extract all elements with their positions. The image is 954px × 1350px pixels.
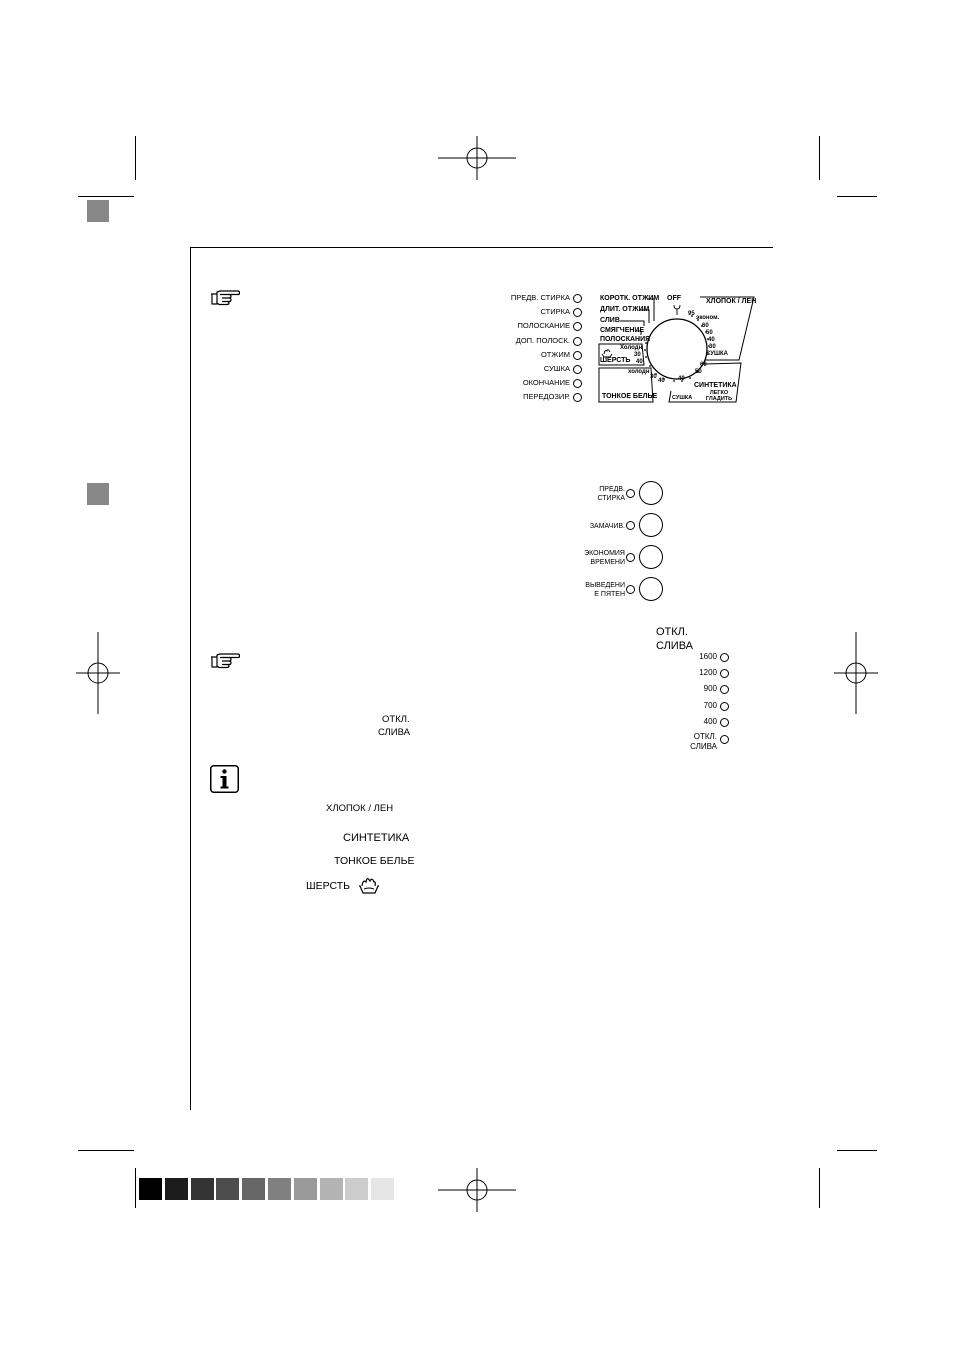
spin-speed-list bbox=[640, 653, 735, 753]
phase-label: СУШКА bbox=[543, 364, 570, 373]
registration-mark-right bbox=[834, 632, 878, 714]
phase-indicator-light bbox=[573, 351, 582, 360]
pointing-hand-icon bbox=[210, 290, 240, 306]
spin-header-line1: ОТКЛ. bbox=[656, 626, 688, 638]
spin-header-line2: СЛИВА bbox=[656, 640, 694, 652]
dial-synthetics-50: 50 bbox=[695, 369, 702, 375]
option-label-line1: ВЫВЕДЕНИ bbox=[585, 582, 625, 589]
margin-rule bbox=[190, 247, 191, 1110]
option-button[interactable] bbox=[639, 481, 663, 505]
option-indicator-light bbox=[626, 585, 635, 594]
option-indicator-light bbox=[626, 489, 635, 498]
body-delicates: ТОНКОЕ БЕЛЬЕ bbox=[334, 855, 415, 867]
dial-wool-40: 40 bbox=[636, 359, 643, 365]
spin-speed-light bbox=[720, 669, 729, 678]
dial-cotton-50: 50 bbox=[706, 330, 713, 336]
spin-speed-label: 1600 bbox=[699, 652, 717, 661]
color-swatch bbox=[371, 1178, 394, 1200]
color-swatch bbox=[320, 1178, 343, 1200]
dial-label-off: OFF bbox=[667, 295, 681, 302]
registration-mark-left bbox=[76, 632, 120, 714]
body-wool: ШЕРСТЬ bbox=[306, 880, 351, 892]
dial-synthetics-60: 60 bbox=[700, 362, 707, 368]
spin-off-label-line2: СЛИВА bbox=[690, 742, 717, 751]
dial-cotton-dry: СУШКА bbox=[706, 351, 729, 357]
dial-cotton-30: 30 bbox=[709, 344, 716, 350]
option-label-line2: СТИРКА bbox=[597, 495, 625, 502]
phase-indicator-light bbox=[573, 393, 582, 402]
option-button[interactable] bbox=[639, 545, 663, 569]
color-swatch-bar bbox=[139, 1178, 399, 1200]
dial-delicates-30: 30 bbox=[650, 374, 657, 380]
body-synthetics: СИНТЕТИКА bbox=[343, 832, 410, 844]
spin-off-label-line1: ОТКЛ. bbox=[693, 732, 717, 741]
option-button[interactable] bbox=[639, 513, 663, 537]
spin-speed-label: 700 bbox=[703, 700, 717, 710]
body-drain-off-line1: ОТКЛ. bbox=[382, 714, 410, 725]
registration-mark-top bbox=[436, 136, 518, 180]
color-swatch bbox=[345, 1178, 368, 1200]
spin-off-light bbox=[720, 735, 729, 744]
option-label-line2: ВРЕМЕНИ bbox=[590, 559, 625, 566]
phase-label: ПРЕДВ. СТИРКА bbox=[510, 293, 570, 302]
spin-speed-label: 1200 bbox=[699, 668, 717, 678]
phase-indicator-light bbox=[573, 294, 582, 303]
color-swatch bbox=[294, 1178, 317, 1200]
phase-indicator-light bbox=[573, 337, 582, 346]
color-swatch bbox=[165, 1178, 188, 1200]
body-drain-off-line2: СЛИВА bbox=[378, 727, 410, 738]
phase-label: ПОЛОСКАНИЕ bbox=[517, 321, 570, 331]
dial-label-long-spin: ДЛИТ. ОТЖИМ bbox=[600, 306, 650, 313]
dial-section-synthetics: СИНТЕТИКА bbox=[694, 382, 737, 389]
dial-wool-cold: Холодн bbox=[620, 345, 643, 351]
phase-indicator-list bbox=[500, 294, 584, 409]
gray-marker-middle bbox=[87, 483, 109, 505]
wool-hand-wash-icon bbox=[602, 350, 612, 357]
program-dial-panel bbox=[596, 293, 776, 405]
option-indicator-light bbox=[626, 553, 635, 562]
option-label-line1: ЗАМАЧИВ. bbox=[589, 523, 625, 530]
color-swatch bbox=[242, 1178, 265, 1200]
spin-speed-light bbox=[720, 702, 729, 711]
option-label-line2: Е ПЯТЕН bbox=[594, 591, 625, 598]
phase-indicator-light bbox=[573, 365, 582, 374]
dial-section-wool: ШЕРСТЬ bbox=[600, 357, 631, 364]
color-swatch bbox=[268, 1178, 291, 1200]
dial-cotton-40: 40 bbox=[708, 337, 715, 343]
dial-section-cotton: ХЛОПОК / ЛЕН bbox=[706, 298, 757, 305]
dial-delicates-cold: холодн bbox=[628, 369, 650, 375]
gray-marker-top bbox=[87, 200, 109, 222]
registration-mark-bottom bbox=[436, 1168, 518, 1212]
body-cotton: ХЛОПОК / ЛЕН bbox=[326, 803, 394, 814]
spin-speed-label: 900 bbox=[703, 684, 717, 694]
phase-indicator-light bbox=[573, 322, 582, 331]
spin-speed-label: 400 bbox=[703, 716, 717, 726]
dial-section-delicates: ТОНКОЕ БЕЛЬЕ bbox=[602, 393, 658, 400]
option-button[interactable] bbox=[639, 577, 663, 601]
option-label-line1: ПРЕДВ. bbox=[599, 486, 625, 493]
spin-speed-light bbox=[720, 653, 729, 662]
color-swatch bbox=[216, 1178, 239, 1200]
dial-label-short-spin: КОРОТК. ОТЖИМ bbox=[600, 295, 660, 302]
phase-indicator-light bbox=[573, 379, 582, 388]
phase-label: СТИРКА bbox=[540, 307, 570, 317]
dial-label-rinses: ПОЛОСКАНИЯ bbox=[600, 336, 651, 343]
option-label-line1: ЭКОНОМИЯ bbox=[584, 550, 625, 557]
phase-label: ДОП. ПОЛОСК. bbox=[515, 335, 570, 345]
dial-cotton-60: 60 bbox=[702, 323, 709, 329]
option-indicator-light bbox=[626, 521, 635, 530]
wool-hand-wash-icon bbox=[358, 875, 380, 895]
pointing-hand-icon bbox=[210, 653, 240, 669]
dial-wool-30: 30 bbox=[634, 352, 641, 358]
dial-synthetics-40: 40 bbox=[678, 376, 685, 382]
color-swatch bbox=[139, 1178, 162, 1200]
phase-label: ОКОНЧАНИЕ bbox=[522, 378, 570, 388]
spin-speed-light bbox=[720, 685, 729, 694]
color-swatch bbox=[191, 1178, 214, 1200]
phase-indicator-light bbox=[573, 308, 582, 317]
dial-label-drain: СЛИВ bbox=[600, 317, 620, 324]
dial-synthetics-dry: СУШКА bbox=[672, 395, 693, 401]
dial-cotton-eco: эконом. bbox=[696, 315, 720, 321]
spin-speed-light bbox=[720, 718, 729, 727]
phase-label: ПЕРЕДОЗИР. bbox=[523, 392, 570, 402]
dial-cotton-95: 95 bbox=[688, 311, 695, 317]
header-rule bbox=[190, 247, 773, 248]
spin-panel bbox=[640, 626, 735, 756]
info-icon bbox=[210, 765, 239, 793]
dial-synthetics-easy-iron: ЛЕГКО ГЛАДИТЬ bbox=[705, 390, 733, 402]
dial-label-softener: СМЯГЧЕНИЕ bbox=[600, 327, 645, 334]
dial-delicates-40: 40 bbox=[658, 378, 665, 384]
option-buttons-panel bbox=[565, 480, 665, 605]
phase-label: ОТЖИМ bbox=[540, 349, 570, 359]
